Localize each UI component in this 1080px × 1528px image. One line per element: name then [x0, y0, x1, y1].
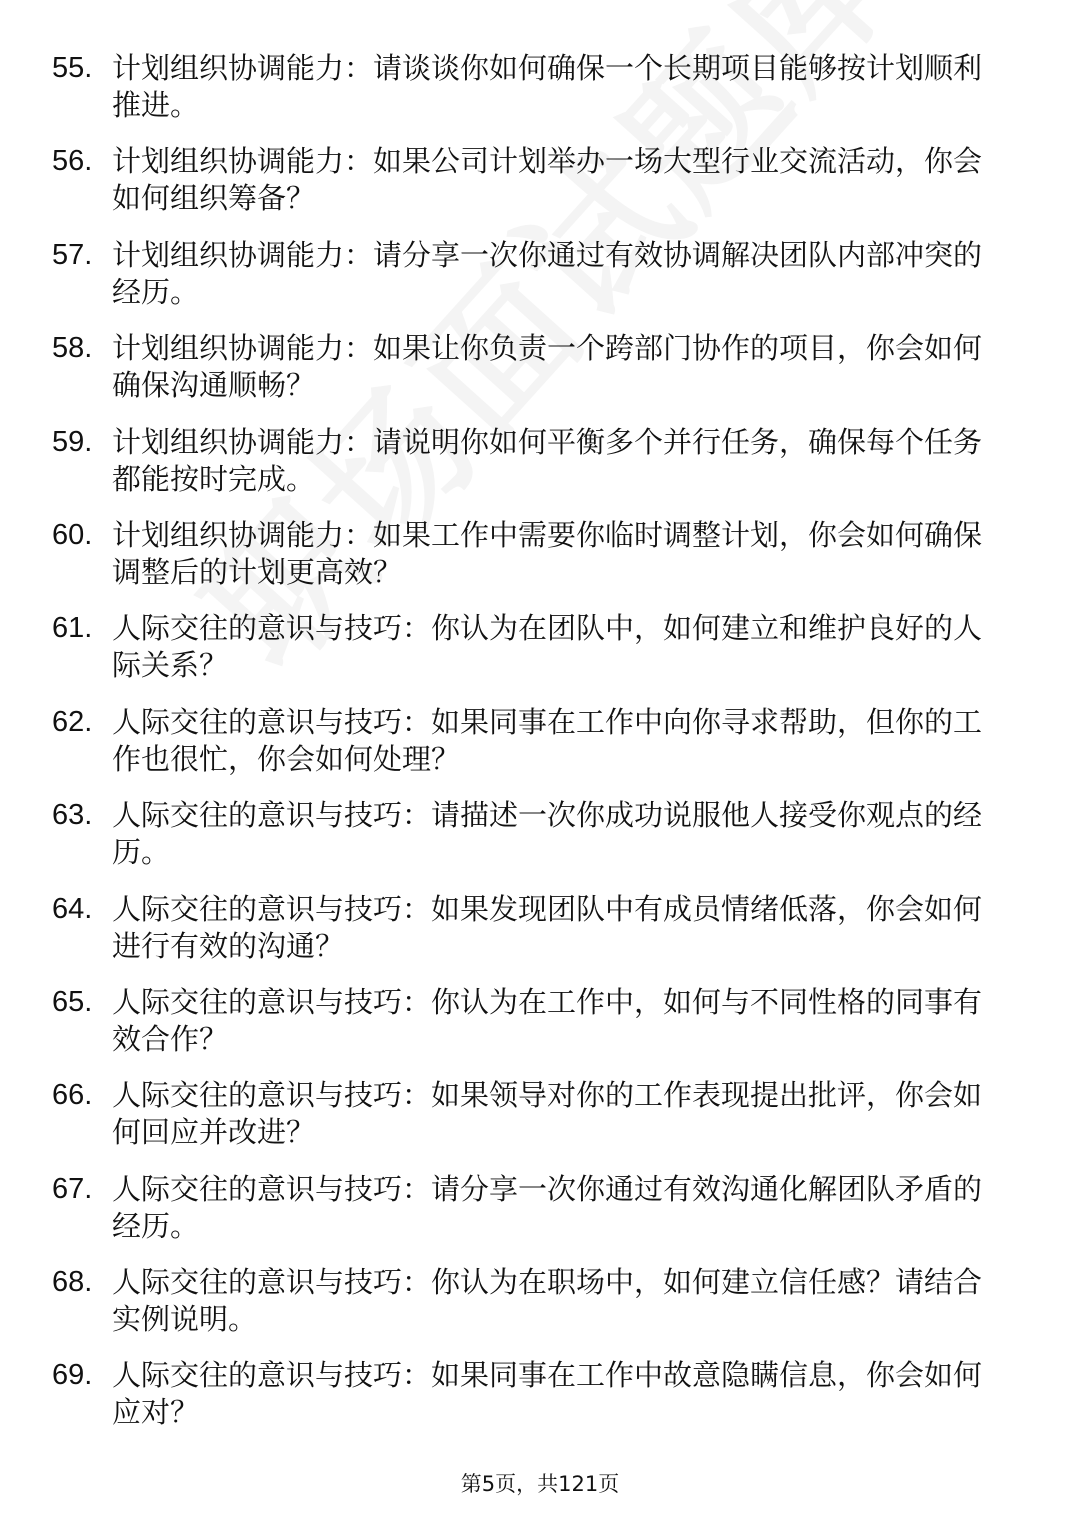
- question-text: 人际交往的意识与技巧：如果发现团队中有成员情绪低落，你会如何进行有效的沟通？: [112, 891, 983, 963]
- question-number: 56.: [52, 145, 93, 178]
- question-number: 67.: [52, 1172, 93, 1205]
- question-number: 59.: [52, 425, 93, 458]
- question-text: 人际交往的意识与技巧：请分享一次你通过有效沟通化解团队矛盾的经历。: [112, 1171, 983, 1243]
- list-item: [52, 424, 1002, 498]
- question-number: 63.: [52, 799, 93, 832]
- list-item: [52, 984, 1002, 1058]
- list-item: [52, 797, 1002, 871]
- question-number: 62.: [52, 705, 93, 738]
- question-number: 55.: [52, 52, 93, 84]
- list-item: [52, 517, 1002, 591]
- question-number: 58.: [52, 332, 93, 365]
- question-number: 57.: [52, 238, 93, 271]
- list-item: [52, 1264, 1002, 1338]
- list-item: [52, 610, 1002, 684]
- question-text: 计划组织协调能力：如果让你负责一个跨部门协作的项目，你会如何确保沟通顺畅？: [112, 331, 983, 403]
- question-text: 人际交往的意识与技巧：你认为在团队中，如何建立和维护良好的人际关系？: [112, 611, 983, 683]
- question-text: 计划组织协调能力：如果工作中需要你临时调整计划，你会如何确保调整后的计划更高效？: [112, 517, 983, 589]
- question-text: 计划组织协调能力：请分享一次你通过有效协调解决团队内部冲突的经历。: [112, 237, 983, 309]
- question-text: 人际交往的意识与技巧：如果领导对你的工作表现提出批评，你会如何回应并改进？: [112, 1078, 983, 1150]
- question-number: 68.: [52, 1266, 93, 1299]
- list-item: [52, 1357, 1002, 1431]
- question-text: 计划组织协调能力：请说明你如何平衡多个并行任务，确保每个任务都能按时完成。: [112, 424, 983, 496]
- question-text: 计划组织协调能力：如果公司计划举办一场大型行业交流活动，你会如何组织筹备？: [112, 144, 983, 216]
- question-text: 人际交往的意识与技巧：你认为在职场中，如何建立信任感？请结合实例说明。: [112, 1265, 983, 1337]
- list-item: [52, 1171, 1002, 1245]
- page-number: 第5页，共121页: [460, 1472, 620, 1496]
- list-item: [52, 143, 1002, 217]
- question-number: 64.: [52, 892, 93, 925]
- list-item: [52, 1077, 1002, 1151]
- list-item: [52, 330, 1002, 404]
- list-item: [52, 50, 1002, 124]
- page-footer: [0, 1470, 1080, 1498]
- question-text: 人际交往的意识与技巧：请描述一次你成功说服他人接受你观点的经历。: [112, 798, 983, 870]
- question-number: 66.: [52, 1079, 93, 1112]
- list-item: [52, 237, 1002, 311]
- question-number: 65.: [52, 985, 93, 1018]
- question-text: 人际交往的意识与技巧：如果同事在工作中故意隐瞒信息，你会如何应对？: [112, 1358, 983, 1430]
- list-item: [52, 704, 1002, 778]
- question-text: 人际交往的意识与技巧：你认为在工作中，如何与不同性格的同事有效合作？: [112, 984, 983, 1056]
- list-item: [52, 891, 1002, 965]
- question-list: [52, 50, 1002, 1451]
- question-number: 69.: [52, 1359, 93, 1392]
- question-text: 计划组织协调能力：请谈谈你如何确保一个长期项目能够按计划顺利推进。: [112, 51, 983, 122]
- question-number: 61.: [52, 612, 93, 645]
- question-number: 60.: [52, 518, 93, 551]
- question-text: 人际交往的意识与技巧：如果同事在工作中向你寻求帮助，但你的工作也很忙，你会如何处理？: [112, 704, 983, 776]
